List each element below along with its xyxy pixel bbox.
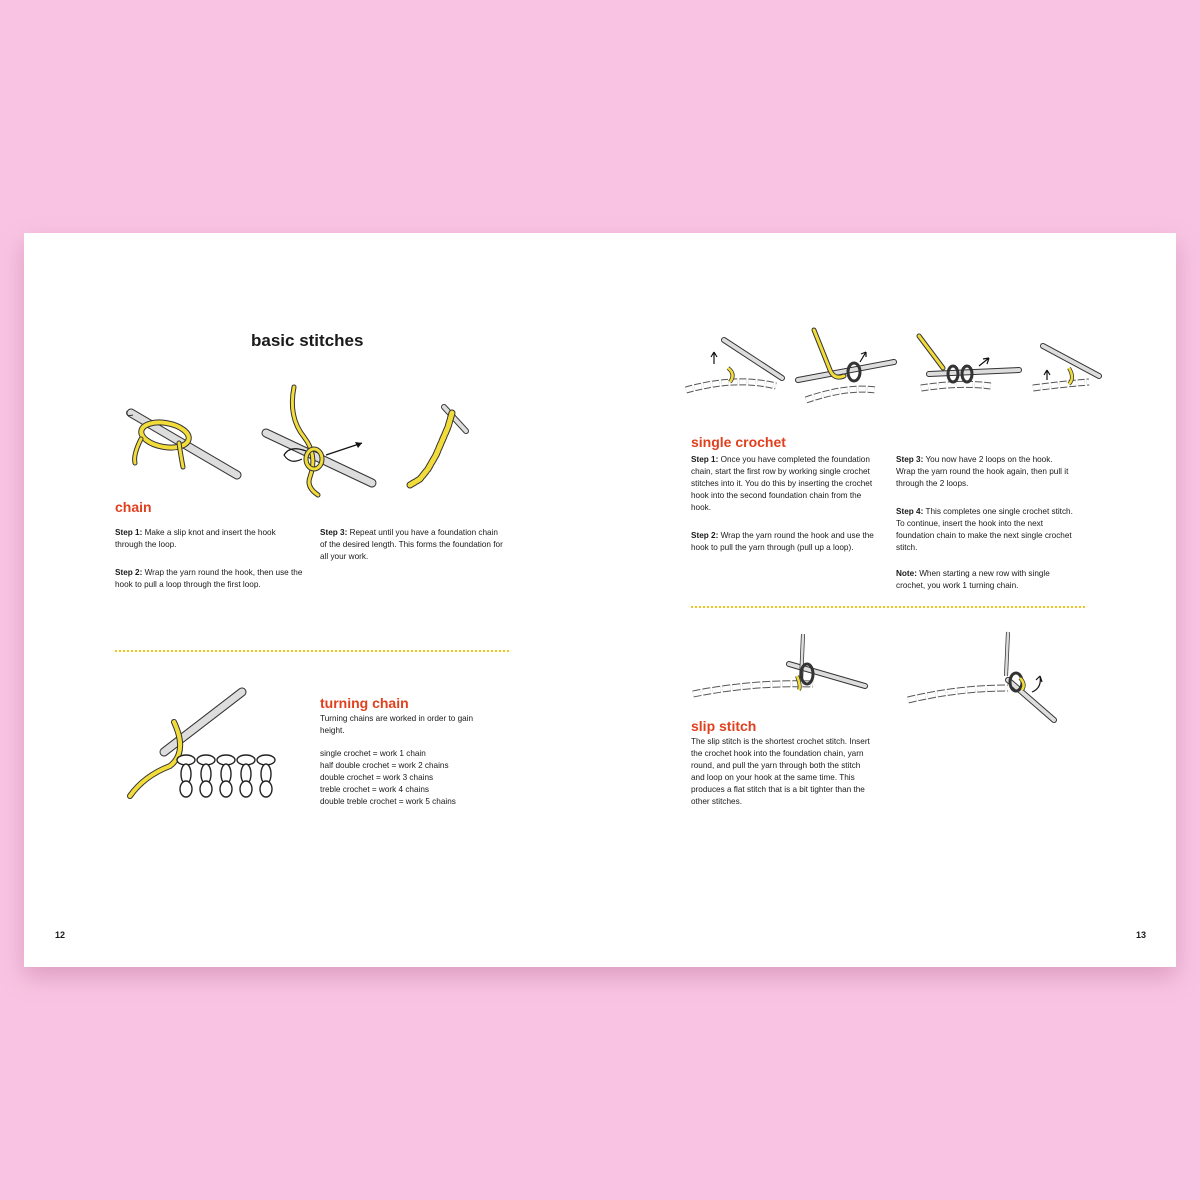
slip-stitch-heading: slip stitch xyxy=(691,718,757,734)
turning-chain-intro: Turning chains are worked in order to gain height. xyxy=(320,714,474,735)
step-text: Repeat until you have a foundation chain of the desired length. This forms the foundation for all your work. xyxy=(320,528,503,561)
step-text: Once you have completed the foundation chain, start the first row by working single crochet stitches into it. You do this by inserting the crochet hook into the second foundation chain from the hook. xyxy=(691,455,873,512)
step-label: Step 2: xyxy=(115,568,143,577)
slip-stitch-text: The slip stitch is the shortest crochet stitch. Insert the crochet hook into the foundation chain, yarn round, and pull the yarn through both the stitch and loop on your hook at the same time. This produces a flat stitch that is a bit tighter than the other stitches. xyxy=(691,737,870,806)
chain-step-3 xyxy=(320,527,505,563)
list-item: treble crochet = work 4 chains xyxy=(320,785,429,794)
foundation-chain-illustration xyxy=(404,403,494,493)
book-spread xyxy=(24,233,1176,967)
page-number-right: 13 xyxy=(1136,930,1147,940)
step-label: Step 4: xyxy=(896,507,924,516)
chain-step-1 xyxy=(115,527,305,551)
list-item: double crochet = work 3 chains xyxy=(320,773,434,782)
page-number-left: 12 xyxy=(55,930,66,940)
chain-heading: chain xyxy=(115,499,152,515)
slip-stitch-illustration xyxy=(689,628,1089,723)
single-crochet-step-4 xyxy=(896,506,1076,554)
hook-yarn-over-illustration xyxy=(262,383,382,493)
note-label: Note: xyxy=(896,569,917,578)
page-title: basic stitches xyxy=(251,331,364,350)
turning-chain-illustration xyxy=(124,688,284,803)
hook-slip-knot-illustration xyxy=(119,403,249,483)
step-text: You now have 2 loops on the hook. Wrap the yarn round the hook again, then pull it through the 2 loops. xyxy=(896,455,1069,488)
list-item: double treble crochet = work 5 chains xyxy=(320,797,456,806)
turning-chain-heading: turning chain xyxy=(320,695,409,711)
single-crochet-step-3 xyxy=(896,454,1071,490)
step-text: Make a slip knot and insert the hook through the loop. xyxy=(115,528,276,549)
step-text: Wrap the yarn round the hook, then use the hook to pull a loop through the first loop. xyxy=(115,568,303,589)
single-crochet-heading: single crochet xyxy=(691,434,786,450)
note-text: When starting a new row with single crochet, you work 1 turning chain. xyxy=(896,569,1050,590)
step-text: This completes one single crochet stitch. To continue, insert the hook into the next foundation chain to make the next single crochet stitch. xyxy=(896,507,1073,552)
dotted-divider xyxy=(115,650,509,652)
step-label: Step 3: xyxy=(896,455,924,464)
list-item: single crochet = work 1 chain xyxy=(320,749,426,758)
list-item: half double crochet = work 2 chains xyxy=(320,761,449,770)
single-crochet-step-2 xyxy=(691,530,881,554)
single-crochet-steps-illustration xyxy=(684,328,1104,408)
single-crochet-note xyxy=(896,568,1071,592)
single-crochet-step-1 xyxy=(691,454,877,514)
step-label: Step 2: xyxy=(691,531,719,540)
step-label: Step 1: xyxy=(115,528,143,537)
step-text: Wrap the yarn round the hook and use the hook to pull the yarn through (pull up a loop). xyxy=(691,531,874,552)
step-label: Step 3: xyxy=(320,528,348,537)
turning-chain-list xyxy=(320,748,520,808)
dotted-divider xyxy=(691,606,1085,608)
step-label: Step 1: xyxy=(691,455,719,464)
chain-step-2 xyxy=(115,567,315,591)
